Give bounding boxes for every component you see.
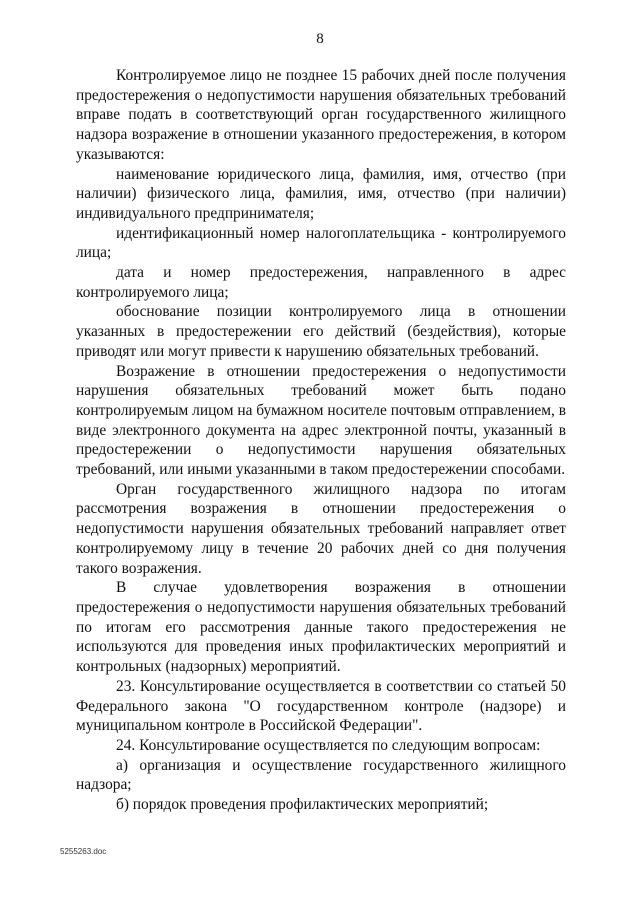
paragraph-position-item: обоснование позиции контролируемого лица в отношении указанных в предостережении его действий (бездействия), которые приводят или могут привести к нарушению обязательных требований. xyxy=(76,303,566,360)
paragraph-objection-submission: Возражение в отношении предостережения о недопустимости нарушения обязательных требований может быть подано контролируемым лицом на бумажном носителе почтовым отправлением, в виде электронного документа на адрес электронной почты, указанный в предостережении о недопустимости нарушения обязательных требований, или иными указанными в таком предостережении способами. xyxy=(76,362,566,479)
paragraph-item-24: 24. Консультирование осуществляется по следующим вопросам: xyxy=(116,736,541,754)
paragraph-item-24a: а) организация и осуществление государственного жилищного надзора; xyxy=(76,756,566,794)
paragraph-objection-satisfied: В случае удовлетворения возражения в отношении предостережения о недопустимости нарушения обязательных требований по итогам его рассмотрения данные такого предостережения не используются для проведения иных профилактических мероприятий и контрольных (надзорных) мероприятий. xyxy=(76,579,566,676)
paragraph-name-item: наименование юридического лица, фамилия, имя, отчество (при наличии) физического лица, фамилия, имя, отчество (при наличии) индивидуального предпринимателя; xyxy=(76,165,566,222)
paragraph-item-23: 23. Консультирование осуществляется в соответствии со статьей 50 Федерального закона "О государственном контроле (надзоре) и муниципальном контроле в Российской Федерации". xyxy=(76,677,566,735)
document-filename: 5255263.doc xyxy=(60,847,107,856)
paragraph-item-24b: б) порядок проведения профилактических мероприятий; xyxy=(116,796,489,814)
paragraph-inn-item: идентификационный номер налогоплательщика - контролируемого лица; xyxy=(76,224,566,262)
paragraph-objection-deadline: Контролируемое лицо не позднее 15 рабочих дней после получения предостережения о недопустимости нарушения обязательных требований вправе подать в соответствующий орган государственного жилищного надзора возражение в отношении указанного предостережения, в котором указываются: xyxy=(76,67,566,163)
paragraph-date-number-item: дата и номер предостережения, направленного в адрес контролируемого лица; xyxy=(76,264,566,301)
page-number: 8 xyxy=(316,31,324,47)
paragraph-objection-response: Орган государственного жилищного надзора по итогам рассмотрения возражения в отношении предостережения о недопустимости нарушения обязательных требований направляет ответ контролируемому лицу в течение 20 рабочих дней со дня получения такого возражения. xyxy=(76,480,566,577)
document-body xyxy=(76,66,566,815)
